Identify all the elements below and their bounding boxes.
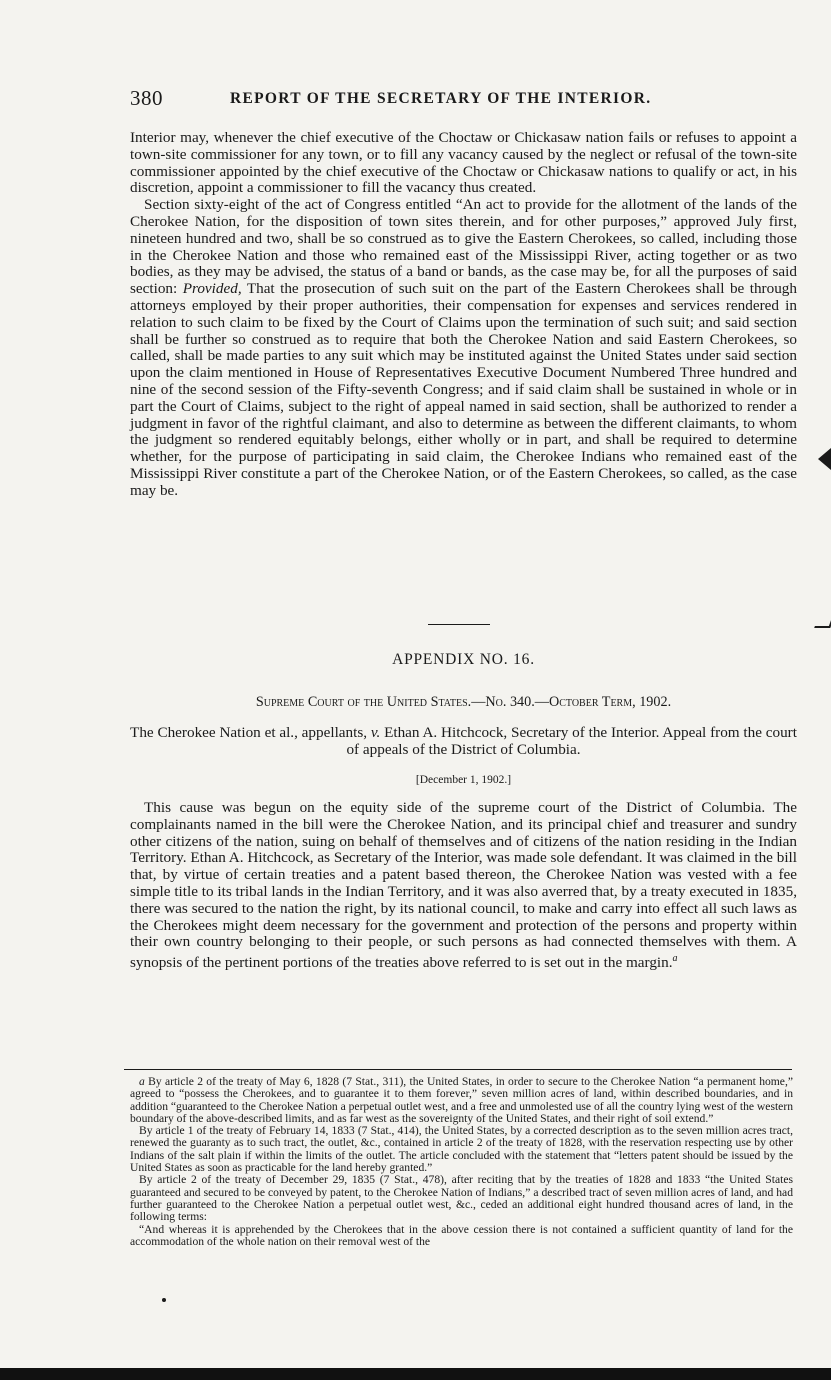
court-line: Supreme Court of the United States.—No. 340.—October Term, 1902. xyxy=(255,694,672,710)
footnote: “And whereas it is apprehended by the Cherokees that in the above cession there is not contained a sufficient quantity of land for the accommodation of the whole nation on their removal west of the xyxy=(130,1222,793,1248)
footnotes xyxy=(130,1076,793,1248)
text-run: Section sixty-eight of the act of Congress entitled “An act to provide for the allotment of the lands of the Cherokee Nation, for the disposition of town sites therein, and for other purposes,” approved July first, nineteen hundred and two, shall be so construed as to give the Eastern Cherokees, so called, including those in the Cherokee Nation and those who remained east of the Mississippi River, acting together or as two bodies, as they may be advised, the status of a band or bands, as the case may be, for all the purposes of said section: xyxy=(130,196,797,298)
paragraph xyxy=(130,800,797,972)
proviso-italic: Provided, xyxy=(182,280,242,298)
footnote-rule xyxy=(124,1069,792,1070)
footnote-marker: a xyxy=(672,953,678,965)
versus-italic: v. xyxy=(370,724,381,741)
text-run: That the prosecution of such suit on the part of the Eastern Cherokees shall be through attorneys employed by their proper authorities, their compensation for expenses and services rendered in relation to such claim to be fixed by the Court of Claims upon the termination of such suit; and said section shall be further so construed as to require that both the Cherokee Nation and said Eastern Cherokees, so called, shall be made parties to any suit which may be instituted against the United States under said section upon the claim mentioned in House of Representatives Executive Document Numbered Three hundred and nine of the second session of the Fifty-seventh Congress; and if said claim shall be sustained in whole or in part the Court of Claims, subject to the right of appeal named in said section, shall be authorized to render a judgment in favor of the rightful claimant, and also to determine as between the different claimants, to whom the judgment so rendered equitably belongs, either wholly or in part, and shall be required to determine whether, for the purpose of participating in said claim, the Cherokee Indians who remained east of the Mississippi River constitute a part of the Cherokee Nation, or of the Eastern Cherokees, so called, as the case may be. xyxy=(130,280,797,499)
scan-edge xyxy=(0,1368,831,1380)
text-run: By article 2 of the treaty of May 6, 1828 (7 Stat., 311), the United States, in order to secure to the Cherokee Nation “a permanent home,” agreed to “possess the Cherokees, and to guarantee it to them forever,” seven million acres of land, within described boundaries, and in addition “guaranteed to the Cherokee Nation a perpetual outlet west, and a free and unmolested use of all the country lying west of the western boundary of the above-described limits, and as far west as the sovereignty of the United States, and their right of soil extend.” xyxy=(130,1075,793,1125)
section-divider xyxy=(428,624,490,625)
footnote-marker: a xyxy=(139,1075,145,1088)
statute-text xyxy=(130,130,797,500)
text-run: Ethan A. Hitchcock, Secretary of the Interior. Appeal from the court of appeals of the District of Columbia. xyxy=(346,724,797,758)
page-number: 380 xyxy=(130,86,163,110)
text-run: This cause was begun on the equity side of the supreme court of the District of Columbia. The complainants named in the bill were the Cherokee Nation, and its principal chief and treasurer and sundry other citizens of the nation, suing on behalf of themselves and of citizens of the nation residing in the Indian Territory. Ethan A. Hitchcock, as Secretary of the Interior, was made sole defendant. It was claimed in the bill that, by virtue of certain treaties and a patent based thereon, the Cherokee Nation was vested with a fee simple title to its tribal lands in the Indian Territory, and it was also averred that, by a treaty executed in 1835, there was secured to the nation the right, by its national council, to make and carry into effect all such laws as the Cherokees might deem necessary for the government and protection of the persons and property within their own country belonging to their people, or such persons as had connected themselves with them. A synopsis of the pertinent portions of the treaties above referred to is set out in the margin. xyxy=(130,799,797,972)
footnote: By article 1 of the treaty of February 14, 1833 (7 Stat., 414), the United States, by a corrected description as to the seven million acres tract, renewed the guaranty as to such tract, the outlet, &c., contained in article 2 of the treaty of 1828, with the reservation respecting use by other Indians of the salt plain if within the limits of the outlet. The article concluded with the statement that “letters patent should be issued by the United States as soon as practicable for the land hereby granted.” xyxy=(130,1124,793,1175)
decision-date: [December 1, 1902.] xyxy=(415,774,512,786)
text-run: The Cherokee Nation et al., appellants, xyxy=(130,724,371,741)
page-header xyxy=(130,86,800,116)
paragraph: Interior may, whenever the chief executive of the Choctaw or Chickasaw nation fails or refuses to appoint a town-site commissioner for any town, or to fill any vacancy caused by the neglect or refusal of the town-site commissioner appointed by the chief executive of the Choctaw or Chickasaw nations to qualify or act, in his discretion, appoint a commissioner to fill the vacancy thus created. xyxy=(130,129,797,197)
running-head: REPORT OF THE SECRETARY OF THE INTERIOR. xyxy=(230,90,652,107)
stray-dot xyxy=(162,1298,166,1302)
footnote: By article 2 of the treaty of December 29, 1835 (7 Stat., 478), after reciting that by the treaties of 1828 and 1833 “the United States guaranteed and secured to be conveyed by patent, to the Cherokee Nation of Indians,” a described tract of seven million acres of land, and had further guaranteed to the Cherokee Nation a perpetual outlet west, &c., ceded an additional eight hundred thousand acres of land, in the following terms: xyxy=(130,1173,793,1224)
margin-arrow-mark xyxy=(818,448,831,470)
paragraph-section-sixty-eight xyxy=(130,197,797,499)
case-title xyxy=(130,724,797,758)
footnote xyxy=(130,1076,793,1125)
opinion-text xyxy=(130,800,797,972)
margin-tick-mark xyxy=(814,618,831,628)
appendix-title: APPENDIX NO. 16. xyxy=(392,651,535,668)
